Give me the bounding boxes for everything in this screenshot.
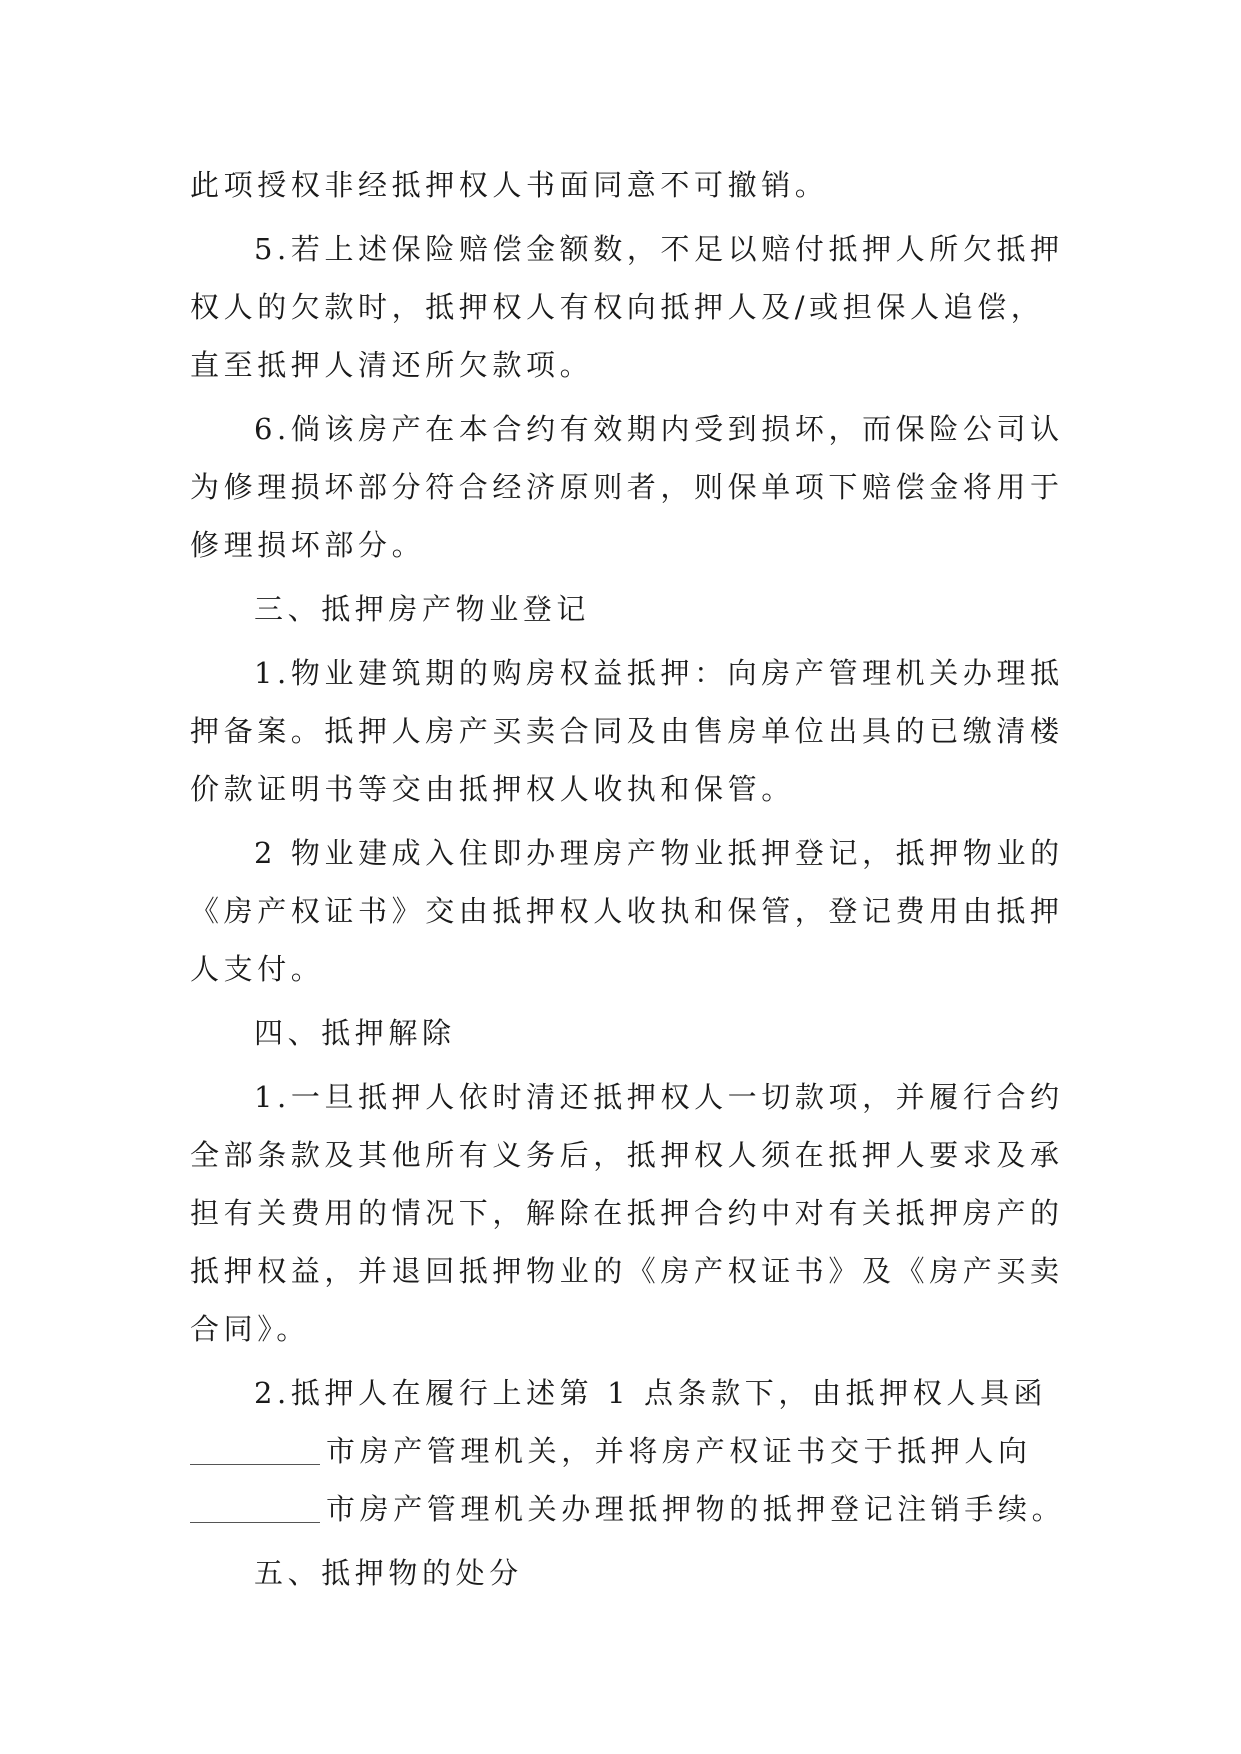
text-line: 《房产权证书》交由抵押权人收执和保管，登记费用由抵押 bbox=[190, 894, 1064, 928]
text-line: 2 物业建成入住即办理房产物业抵押登记，抵押物业的 bbox=[254, 836, 1064, 870]
text-line: 权人的欠款时，抵押权人有权向抵押人及/或担保人追偿， bbox=[190, 290, 1045, 324]
paragraph-clause-6 bbox=[190, 400, 1064, 574]
paragraph-clause-4-2 bbox=[190, 1364, 1066, 1538]
text-segment: 市房产管理机关，并将房产权证书交于抵押人向 bbox=[326, 1434, 1032, 1468]
text-line: 为修理损坏部分符合经济原则者，则保单项下赔偿金将用于 bbox=[190, 470, 1064, 504]
section-heading-4 bbox=[190, 1004, 1060, 1062]
paragraph-clause-3-1 bbox=[190, 644, 1064, 818]
paragraph-clause-3-2 bbox=[190, 824, 1064, 998]
text-line: 人支付。 bbox=[190, 952, 325, 986]
document-body bbox=[190, 156, 1066, 1608]
section-heading-5 bbox=[190, 1544, 1060, 1602]
text-line: 抵押权益，并退回抵押物业的《房产权证书》及《房产买卖 bbox=[190, 1254, 1064, 1288]
text-line: 三、抵押房产物业登记 bbox=[254, 592, 591, 626]
text-line: 合同》。 bbox=[190, 1312, 310, 1346]
text-line: 此项授权非经抵押权人书面同意不可撤销。 bbox=[190, 168, 829, 202]
paragraph-clause-4-1 bbox=[190, 1068, 1064, 1358]
text-line: 6.倘该房产在本合约有效期内受到损坏，而保险公司认 bbox=[254, 412, 1064, 446]
fill-in-blank[interactable] bbox=[190, 1492, 320, 1523]
text-line: 价款证明书等交由抵押权人收执和保管。 bbox=[190, 772, 795, 806]
text-line-with-blank bbox=[190, 1422, 1060, 1480]
text-line: 押备案。抵押人房产买卖合同及由售房单位出具的已缴清楼 bbox=[190, 714, 1064, 748]
text-line: 2.抵押人在履行上述第 1 点条款下，由抵押权人具函 bbox=[254, 1376, 1048, 1410]
text-line: 5.若上述保险赔偿金额数，不足以赔付抵押人所欠抵押 bbox=[254, 232, 1064, 266]
text-line: 全部条款及其他所有义务后，抵押权人须在抵押人要求及承 bbox=[190, 1138, 1064, 1172]
text-line: 担有关费用的情况下，解除在抵押合约中对有关抵押房产的 bbox=[190, 1196, 1064, 1230]
paragraph bbox=[190, 156, 1060, 214]
text-line: 1.一旦抵押人依时清还抵押权人一切款项，并履行合约 bbox=[254, 1080, 1064, 1114]
text-segment: 市房产管理机关办理抵押物的抵押登记注销手续。 bbox=[326, 1492, 1066, 1526]
fill-in-blank[interactable] bbox=[190, 1434, 320, 1465]
text-line: 五、抵押物的处分 bbox=[254, 1556, 523, 1590]
section-heading-3 bbox=[190, 580, 1060, 638]
text-line: 直至抵押人清还所欠款项。 bbox=[190, 348, 594, 382]
text-line: 修理损坏部分。 bbox=[190, 528, 426, 562]
text-line: 1.物业建筑期的购房权益抵押：向房产管理机关办理抵 bbox=[254, 656, 1064, 690]
text-line: 四、抵押解除 bbox=[254, 1016, 456, 1050]
text-line-with-blank bbox=[190, 1480, 1066, 1538]
paragraph-clause-5 bbox=[190, 220, 1064, 394]
